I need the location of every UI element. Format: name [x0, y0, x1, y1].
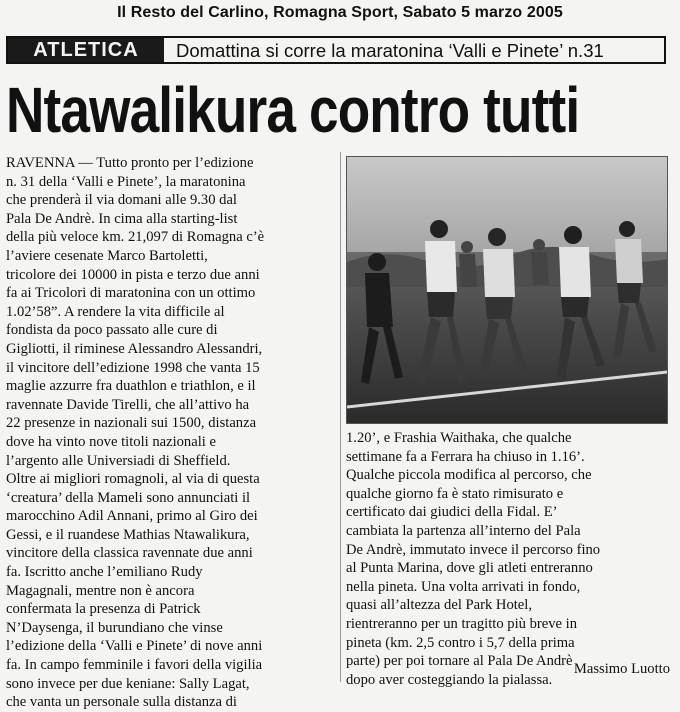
article-author: Massimo Luotto [573, 661, 670, 677]
headline: Ntawalikura contro tutti [6, 74, 580, 146]
newspaper-dateline: Il Resto del Carlino, Romagna Sport, Sabato 5 marzo 2005 [117, 4, 563, 21]
article-text-line: 1.02’58”. A rendere la vita difficile al [6, 303, 225, 320]
article-text-line: che prenderà il via domani alle 9.30 dal [6, 192, 237, 209]
article-text-line: dove ha vinto nove titoli nazionali e [6, 433, 216, 450]
article-text-line: qualche giorno fa è stato rimisurato e [346, 485, 564, 502]
runners-photo-graphic [347, 157, 667, 423]
article-text-line: maglie azzurre fra duathlon e triathlon, e il [6, 378, 256, 395]
article-column-right [346, 429, 672, 689]
section-bar [6, 36, 666, 64]
article-text-line: N’Daysenga, il burundiano che vinse [6, 619, 223, 636]
article-text-line: 22 presenze in nazionali sui 1500, distanza [6, 415, 257, 432]
article-text-line: tricolore dei 10000 in pista e terzo due anni [6, 266, 260, 283]
column-divider [340, 152, 341, 682]
article-column-left [6, 154, 336, 712]
article-text-line: sono invece per due keniane: Sally Lagat, [6, 675, 250, 692]
article-text-line: Magagnali, mentre non è ancora [6, 582, 195, 599]
article-text-line: parte) per poi tornare al Pala De Andrè [346, 653, 573, 670]
article-text-line: ravennate Davide Tirelli, che all’attivo ha [6, 396, 250, 413]
article-text-line: Qualche piccola modifica al percorso, che [346, 467, 592, 484]
article-text-line: fa ai Tricolori di maratonina con un ottimo [6, 285, 256, 302]
article-text-line: 1.20’, e Frashia Waithaka, che qualche [346, 430, 572, 446]
runners-photo [346, 156, 668, 424]
article-text-line: rientreranno per un tragitto più breve in [346, 615, 577, 632]
article-text-line: ‘creatura’ della Mameli sono annunciati il [6, 489, 251, 506]
article-text-line: nella pineta. Una volta arrivati in fondo, [346, 578, 581, 595]
article-text-line: certificato dai giudici della Fidal. E’ [346, 504, 558, 521]
article-text-line: l’aviere cesenate Marco Bartoletti, [6, 247, 208, 264]
article-text-line: n. 31 della ‘Valli e Pinete’, la maratonina [6, 173, 246, 190]
article-text-line: fa. In campo femminile i favori della vigilia [6, 657, 263, 674]
article-text-line: confermata la presenza di Patrick [6, 601, 201, 618]
article-text-line: marocchino Adil Annani, primo al Giro dei [6, 508, 258, 525]
article-text-line: l’argento alle Universiadi di Sheffield. [6, 452, 231, 469]
article-text-line: Pala De Andrè. In cima alla starting-list [6, 210, 238, 227]
article-text-line: settimane fa a Ferrara ha chiuso in 1.16’. [346, 448, 585, 465]
article-text-line: fondista da poco passato alle cure di [6, 322, 218, 339]
article-text-line: Gigliotti, il riminese Alessandro Alessandri, [6, 340, 263, 357]
article-text-line: Gessi, e il ruandese Mathias Ntawalikura, [6, 526, 250, 543]
article-text-line: vincitore della classica ravennate due anni [6, 545, 253, 562]
section-subtitle: Domattina si corre la maratonina ‘Valli e Pinete’ n.31 [176, 40, 604, 61]
article-text-line: l’edizione della ‘Valli e Pinete’ di nove anni [6, 638, 263, 655]
article-text-line: della più veloce km. 21,097 di Romagna c’è [6, 229, 265, 246]
article-text-line: dopo aver costeggiando la pialassa. [346, 671, 553, 688]
article-text-line: il vincitore dell’edizione 1998 che vanta 15 [6, 359, 260, 376]
article-text-line: Oltre ai migliori romagnoli, al via di questa [6, 471, 260, 488]
article-text-line: fa. Iscritto anche l’emiliano Rudy [6, 564, 203, 581]
article-text-line: che vanta un personale sulla distanza di [6, 694, 237, 711]
article-text-line: RAVENNA — Tutto pronto per l’edizione [6, 155, 254, 171]
article-text-line: al Punta Marina, dove gli atleti entreranno [346, 560, 593, 577]
article-text-line: De Andrè, immutato invece il percorso fino [346, 541, 601, 558]
article-text-line: quasi all’altezza del Park Hotel, [346, 597, 532, 614]
section-label: ATLETICA [8, 38, 164, 62]
article-text-line: pineta (km. 2,5 contro i 5,7 della prima [346, 634, 575, 651]
article-text-line: cambiata la partenza all’interno del Pala [346, 522, 581, 539]
